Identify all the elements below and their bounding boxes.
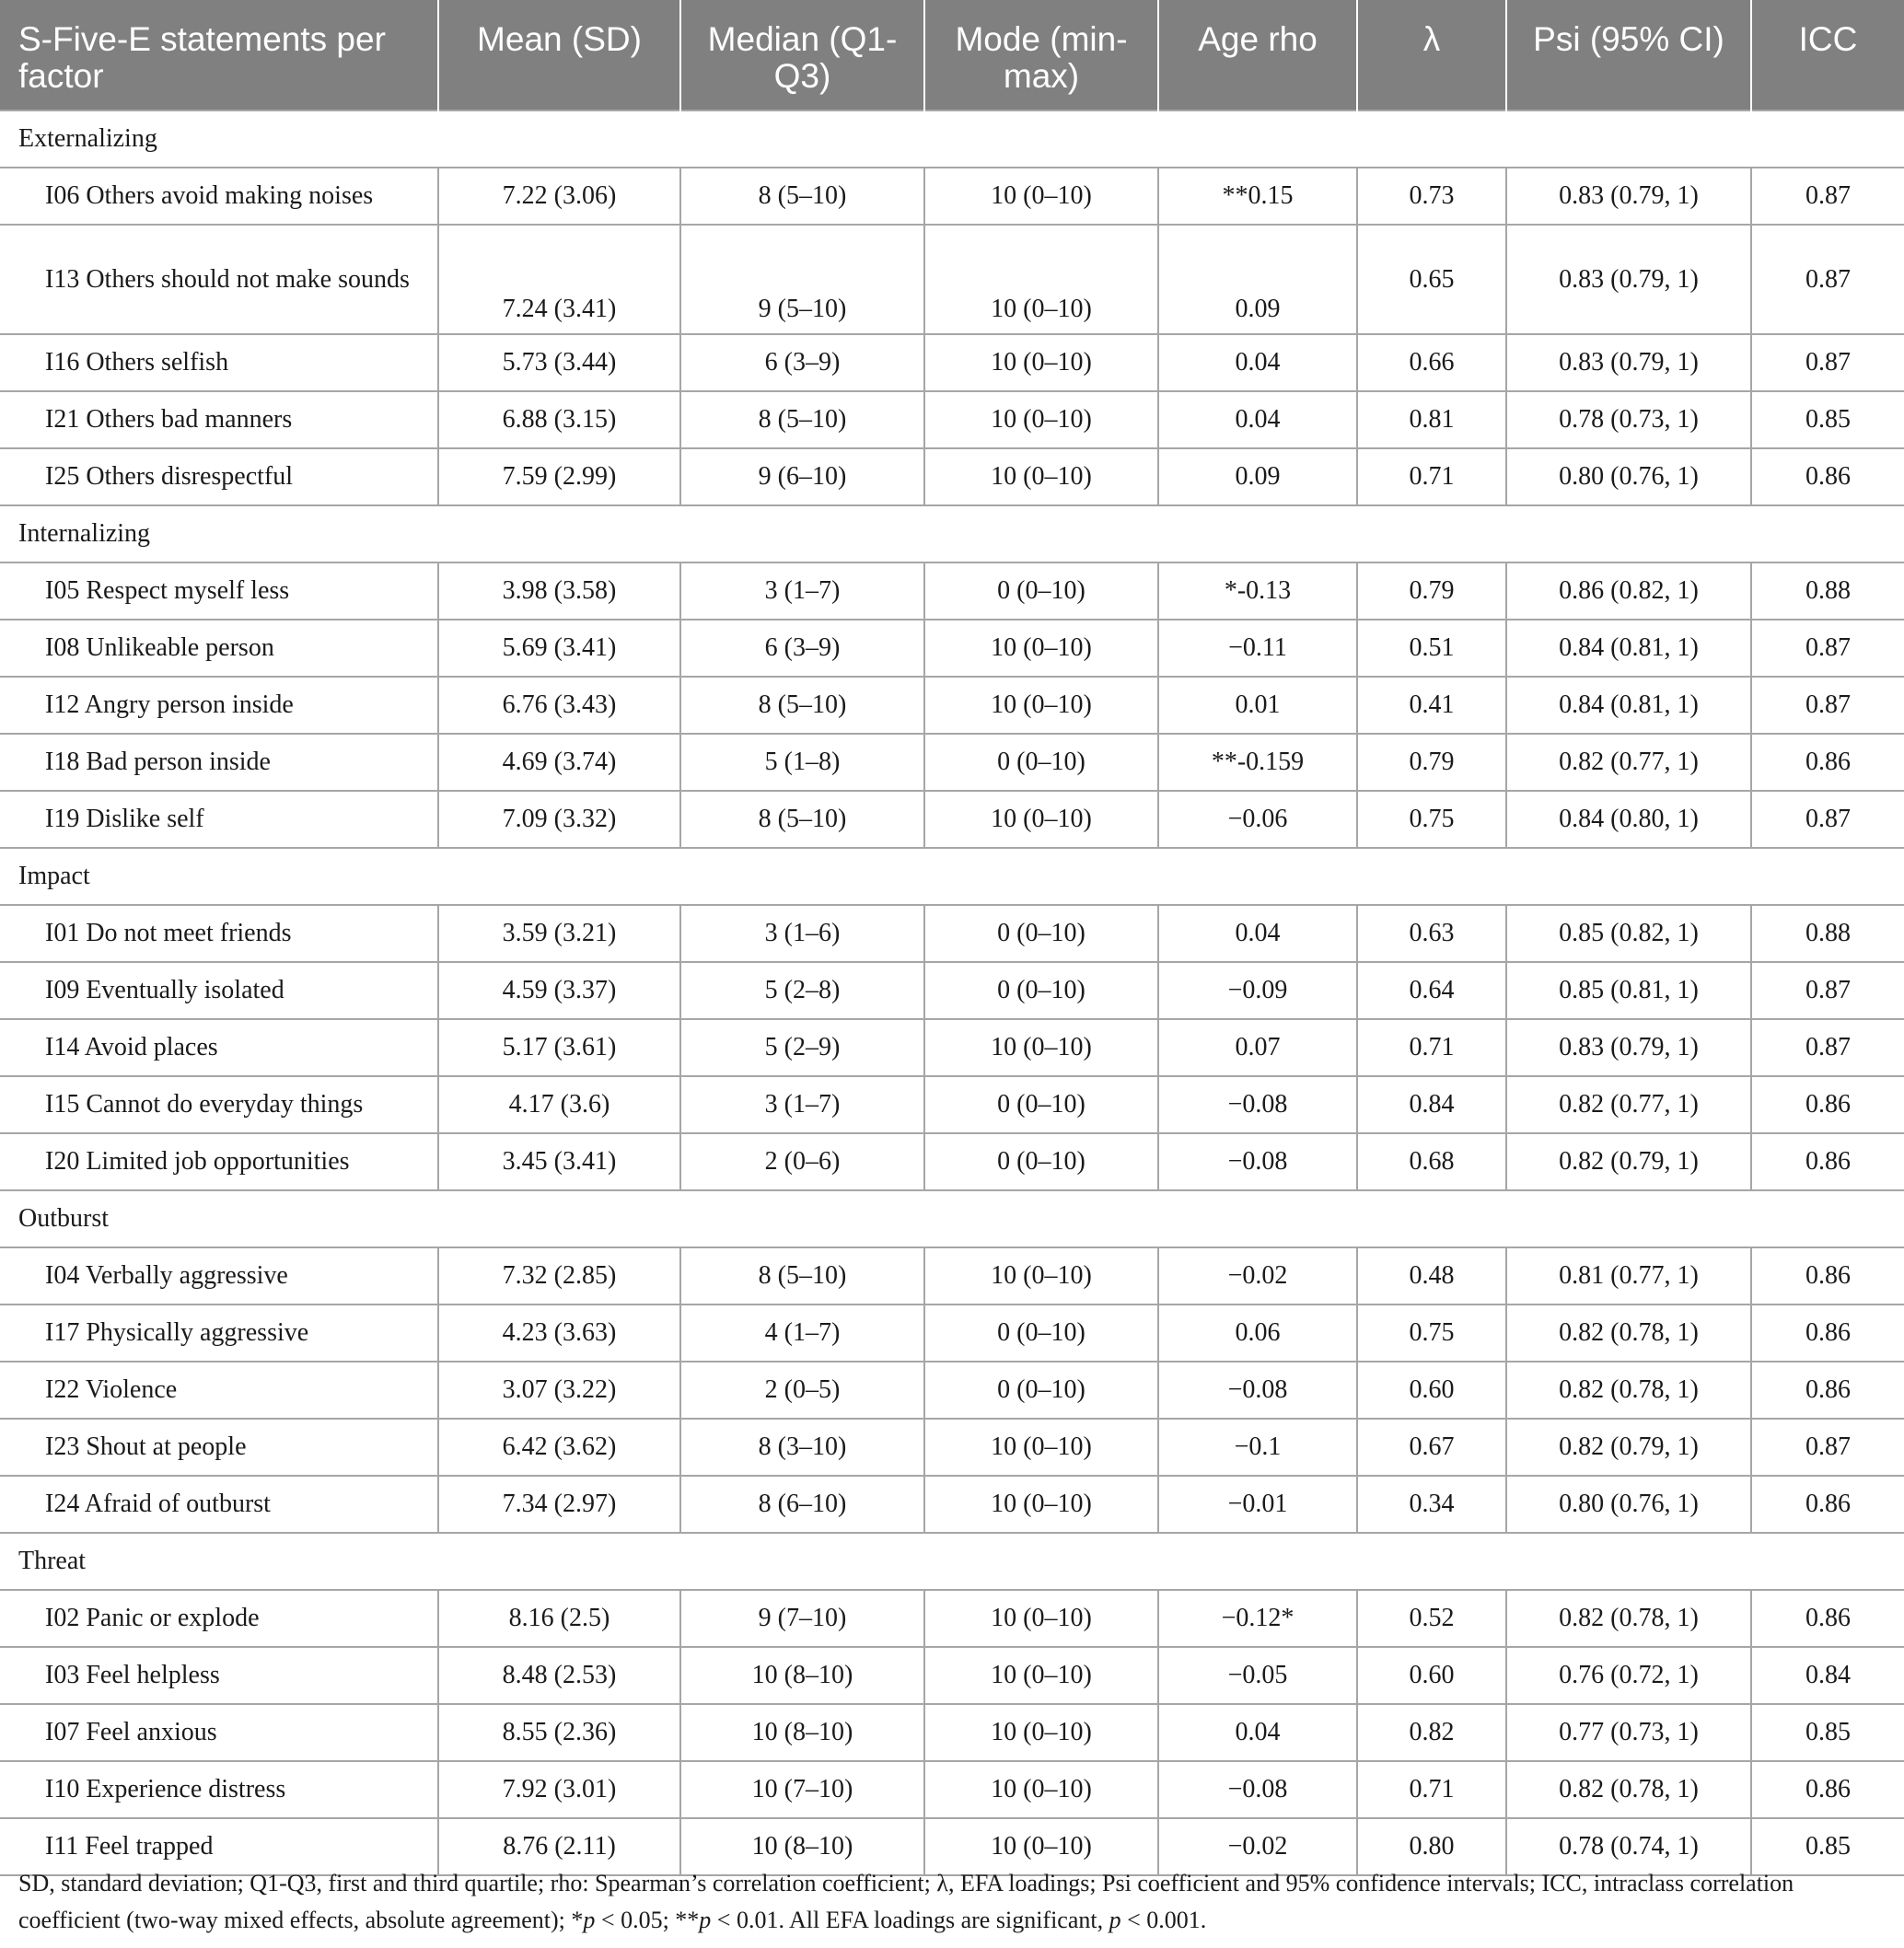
cell-psi: 0.82 (0.77, 1): [1506, 734, 1751, 791]
cell-psi: 0.84 (0.81, 1): [1506, 677, 1751, 734]
table-row: [0, 962, 1904, 1019]
cell-mode: 10 (0–10): [924, 334, 1158, 391]
cell-mode: 0 (0–10): [924, 734, 1158, 791]
cell-psi: 0.82 (0.77, 1): [1506, 1076, 1751, 1133]
cell-icc: 0.87: [1751, 962, 1904, 1019]
footnote-text: SD, standard deviation; Q1-Q3, first and third quartile; rho: Spearman’s correlation coefficient; λ, EFA loadings; Psi coefficient and 95% confidence intervals; ICC, intraclass correlation coefficient (two-way mixed effects, absolute agreement); *: [18, 1870, 1794, 1933]
table-row: [0, 1362, 1904, 1419]
cell-mean-sd: 5.73 (3.44): [438, 334, 680, 391]
cell-lambda: 0.60: [1357, 1362, 1506, 1419]
footnote-p: p: [1109, 1907, 1121, 1933]
footnote-p: p: [699, 1907, 712, 1933]
table-row: [0, 1590, 1904, 1647]
cell-psi: 0.83 (0.79, 1): [1506, 334, 1751, 391]
cell-mode: 0 (0–10): [924, 1133, 1158, 1190]
header-row: [0, 0, 1904, 110]
cell-mean-sd: 8.16 (2.5): [438, 1590, 680, 1647]
cell-mean-sd: 6.76 (3.43): [438, 677, 680, 734]
cell-statement: I04 Verbally aggressive: [0, 1247, 438, 1304]
cell-age-rho: 0.04: [1158, 1704, 1357, 1761]
cell-icc: 0.87: [1751, 620, 1904, 677]
cell-mode: 10 (0–10): [924, 1647, 1158, 1704]
cell-lambda: 0.66: [1357, 334, 1506, 391]
cell-lambda: 0.73: [1357, 168, 1506, 225]
cell-statement: I14 Avoid places: [0, 1019, 438, 1076]
cell-psi: 0.85 (0.82, 1): [1506, 905, 1751, 962]
table-row: [0, 734, 1904, 791]
factor-row: [0, 1190, 1904, 1247]
header-psi: Psi (95% CI): [1506, 0, 1751, 110]
factor-label: Externalizing: [0, 110, 1904, 168]
footnote-p: p: [583, 1907, 596, 1933]
cell-mean-sd: 3.07 (3.22): [438, 1362, 680, 1419]
cell-lambda: 0.80: [1357, 1818, 1506, 1875]
cell-median: 8 (6–10): [680, 1476, 924, 1533]
cell-mode: 0 (0–10): [924, 1362, 1158, 1419]
cell-mean-sd: 8.48 (2.53): [438, 1647, 680, 1704]
cell-psi: 0.83 (0.79, 1): [1506, 1019, 1751, 1076]
cell-lambda: 0.71: [1357, 448, 1506, 505]
cell-psi: 0.81 (0.77, 1): [1506, 1247, 1751, 1304]
cell-statement: I08 Unlikeable person: [0, 620, 438, 677]
cell-median: 6 (3–9): [680, 334, 924, 391]
cell-mean-sd: 3.59 (3.21): [438, 905, 680, 962]
cell-statement: I05 Respect myself less: [0, 562, 438, 620]
cell-lambda: 0.64: [1357, 962, 1506, 1019]
cell-psi: 0.83 (0.79, 1): [1506, 225, 1751, 334]
footnote-text: < 0.01. All EFA loadings are significant,: [711, 1907, 1109, 1933]
cell-age-rho: −0.08: [1158, 1076, 1357, 1133]
cell-age-rho: 0.04: [1158, 334, 1357, 391]
table-row: [0, 225, 1904, 334]
cell-statement: I15 Cannot do everyday things: [0, 1076, 438, 1133]
cell-age-rho: −0.1: [1158, 1419, 1357, 1476]
cell-mean-sd: 5.69 (3.41): [438, 620, 680, 677]
cell-psi: 0.82 (0.78, 1): [1506, 1304, 1751, 1362]
cell-psi: 0.82 (0.78, 1): [1506, 1590, 1751, 1647]
cell-median: 8 (5–10): [680, 168, 924, 225]
cell-mean-sd: 6.42 (3.62): [438, 1419, 680, 1476]
cell-median: 8 (5–10): [680, 677, 924, 734]
cell-mean-sd: 7.09 (3.32): [438, 791, 680, 848]
cell-median: 10 (8–10): [680, 1818, 924, 1875]
header-age-rho: Age rho: [1158, 0, 1357, 110]
cell-lambda: 0.71: [1357, 1761, 1506, 1818]
cell-statement: I22 Violence: [0, 1362, 438, 1419]
cell-mean-sd: 7.59 (2.99): [438, 448, 680, 505]
cell-median: 10 (8–10): [680, 1704, 924, 1761]
cell-psi: 0.82 (0.79, 1): [1506, 1419, 1751, 1476]
cell-mode: 10 (0–10): [924, 1590, 1158, 1647]
cell-icc: 0.86: [1751, 1304, 1904, 1362]
cell-statement: I10 Experience distress: [0, 1761, 438, 1818]
cell-lambda: 0.65: [1357, 225, 1506, 334]
cell-statement: I02 Panic or explode: [0, 1590, 438, 1647]
cell-age-rho: 0.01: [1158, 677, 1357, 734]
cell-icc: 0.86: [1751, 1133, 1904, 1190]
cell-mode: 10 (0–10): [924, 620, 1158, 677]
cell-mean-sd: 6.88 (3.15): [438, 391, 680, 448]
cell-age-rho: −0.08: [1158, 1761, 1357, 1818]
cell-age-rho: −0.09: [1158, 962, 1357, 1019]
cell-mode: 10 (0–10): [924, 448, 1158, 505]
cell-mean-sd: 3.98 (3.58): [438, 562, 680, 620]
table-row: [0, 1704, 1904, 1761]
cell-mean-sd: 3.45 (3.41): [438, 1133, 680, 1190]
cell-statement: I17 Physically aggressive: [0, 1304, 438, 1362]
cell-statement: I16 Others selfish: [0, 334, 438, 391]
cell-psi: 0.84 (0.81, 1): [1506, 620, 1751, 677]
cell-icc: 0.86: [1751, 734, 1904, 791]
cell-age-rho: −0.08: [1158, 1133, 1357, 1190]
cell-lambda: 0.82: [1357, 1704, 1506, 1761]
cell-lambda: 0.81: [1357, 391, 1506, 448]
cell-statement: I19 Dislike self: [0, 791, 438, 848]
cell-mode: 0 (0–10): [924, 962, 1158, 1019]
footnote-text: < 0.05; **: [595, 1907, 700, 1933]
cell-mode: 10 (0–10): [924, 1761, 1158, 1818]
cell-median: 2 (0–6): [680, 1133, 924, 1190]
cell-statement: I25 Others disrespectful: [0, 448, 438, 505]
table-row: [0, 334, 1904, 391]
cell-median: 8 (5–10): [680, 1247, 924, 1304]
cell-mode: 10 (0–10): [924, 1247, 1158, 1304]
cell-psi: 0.82 (0.78, 1): [1506, 1761, 1751, 1818]
header-mode: Mode (min-max): [924, 0, 1158, 110]
table-row: [0, 1019, 1904, 1076]
cell-mode: 10 (0–10): [924, 1019, 1158, 1076]
cell-mean-sd: 8.76 (2.11): [438, 1818, 680, 1875]
cell-median: 5 (1–8): [680, 734, 924, 791]
cell-icc: 0.86: [1751, 1076, 1904, 1133]
cell-mean-sd: 4.59 (3.37): [438, 962, 680, 1019]
cell-lambda: 0.63: [1357, 905, 1506, 962]
table-row: [0, 677, 1904, 734]
table-row: [0, 620, 1904, 677]
cell-psi: 0.78 (0.73, 1): [1506, 391, 1751, 448]
cell-statement: I07 Feel anxious: [0, 1704, 438, 1761]
cell-age-rho: *-0.13: [1158, 562, 1357, 620]
cell-icc: 0.84: [1751, 1647, 1904, 1704]
cell-psi: 0.85 (0.81, 1): [1506, 962, 1751, 1019]
cell-mean-sd: 8.55 (2.36): [438, 1704, 680, 1761]
factor-label: Outburst: [0, 1190, 1904, 1247]
table-row: [0, 1647, 1904, 1704]
cell-statement: I18 Bad person inside: [0, 734, 438, 791]
cell-psi: 0.82 (0.78, 1): [1506, 1362, 1751, 1419]
cell-median: 8 (5–10): [680, 391, 924, 448]
cell-icc: 0.86: [1751, 1362, 1904, 1419]
cell-icc: 0.87: [1751, 225, 1904, 334]
cell-age-rho: −0.02: [1158, 1818, 1357, 1875]
cell-lambda: 0.71: [1357, 1019, 1506, 1076]
cell-mode: 0 (0–10): [924, 905, 1158, 962]
cell-median: 8 (3–10): [680, 1419, 924, 1476]
header-statement: S-Five-E statements per factor: [0, 0, 438, 110]
cell-age-rho: −0.05: [1158, 1647, 1357, 1704]
cell-median: 10 (7–10): [680, 1761, 924, 1818]
cell-median: 8 (5–10): [680, 791, 924, 848]
cell-median: 3 (1–7): [680, 1076, 924, 1133]
cell-icc: 0.88: [1751, 905, 1904, 962]
cell-median: 3 (1–7): [680, 562, 924, 620]
cell-icc: 0.86: [1751, 1476, 1904, 1533]
table-footnote: [18, 1865, 1878, 1939]
cell-age-rho: 0.07: [1158, 1019, 1357, 1076]
factor-row: [0, 110, 1904, 168]
table-row: [0, 1076, 1904, 1133]
cell-icc: 0.86: [1751, 1590, 1904, 1647]
table-row: [0, 905, 1904, 962]
cell-mode: 10 (0–10): [924, 677, 1158, 734]
cell-mean-sd: 4.69 (3.74): [438, 734, 680, 791]
cell-mode: 10 (0–10): [924, 1704, 1158, 1761]
cell-mode: 10 (0–10): [924, 391, 1158, 448]
table-body: [0, 110, 1904, 1875]
cell-mode: 10 (0–10): [924, 1818, 1158, 1875]
cell-statement: I24 Afraid of outburst: [0, 1476, 438, 1533]
factor-row: [0, 848, 1904, 905]
cell-age-rho: **0.15: [1158, 168, 1357, 225]
cell-mode: 10 (0–10): [924, 791, 1158, 848]
cell-age-rho: −0.08: [1158, 1362, 1357, 1419]
cell-icc: 0.87: [1751, 1419, 1904, 1476]
factor-label: Internalizing: [0, 505, 1904, 562]
table-row: [0, 562, 1904, 620]
cell-statement: I13 Others should not make sounds: [0, 225, 438, 334]
cell-age-rho: 0.04: [1158, 391, 1357, 448]
cell-lambda: 0.84: [1357, 1076, 1506, 1133]
cell-median: 9 (6–10): [680, 448, 924, 505]
cell-lambda: 0.41: [1357, 677, 1506, 734]
cell-psi: 0.80 (0.76, 1): [1506, 448, 1751, 505]
cell-mode: 0 (0–10): [924, 1304, 1158, 1362]
cell-lambda: 0.51: [1357, 620, 1506, 677]
cell-mean-sd: 4.17 (3.6): [438, 1076, 680, 1133]
cell-mean-sd: 7.32 (2.85): [438, 1247, 680, 1304]
table-row: [0, 168, 1904, 225]
cell-mean-sd: 7.34 (2.97): [438, 1476, 680, 1533]
cell-age-rho: −0.02: [1158, 1247, 1357, 1304]
cell-icc: 0.87: [1751, 677, 1904, 734]
cell-icc: 0.86: [1751, 1247, 1904, 1304]
cell-icc: 0.87: [1751, 168, 1904, 225]
cell-lambda: 0.75: [1357, 1304, 1506, 1362]
cell-statement: I06 Others avoid making noises: [0, 168, 438, 225]
cell-median: 6 (3–9): [680, 620, 924, 677]
table-row: [0, 1419, 1904, 1476]
table-row: [0, 1247, 1904, 1304]
table-row: [0, 1761, 1904, 1818]
cell-mode: 10 (0–10): [924, 225, 1158, 334]
cell-age-rho: −0.12*: [1158, 1590, 1357, 1647]
cell-mode: 0 (0–10): [924, 1076, 1158, 1133]
cell-median: 5 (2–8): [680, 962, 924, 1019]
table-row: [0, 1133, 1904, 1190]
table-row: [0, 791, 1904, 848]
cell-mean-sd: 7.92 (3.01): [438, 1761, 680, 1818]
cell-lambda: 0.60: [1357, 1647, 1506, 1704]
cell-lambda: 0.67: [1357, 1419, 1506, 1476]
cell-lambda: 0.34: [1357, 1476, 1506, 1533]
cell-age-rho: −0.11: [1158, 620, 1357, 677]
cell-age-rho: −0.06: [1158, 791, 1357, 848]
cell-psi: 0.76 (0.72, 1): [1506, 1647, 1751, 1704]
table-row: [0, 1476, 1904, 1533]
cell-age-rho: 0.06: [1158, 1304, 1357, 1362]
factor-label: Impact: [0, 848, 1904, 905]
cell-icc: 0.86: [1751, 1761, 1904, 1818]
cell-mean-sd: 5.17 (3.61): [438, 1019, 680, 1076]
table-row: [0, 391, 1904, 448]
cell-lambda: 0.68: [1357, 1133, 1506, 1190]
cell-statement: I03 Feel helpless: [0, 1647, 438, 1704]
cell-mode: 10 (0–10): [924, 1419, 1158, 1476]
cell-median: 3 (1–6): [680, 905, 924, 962]
cell-icc: 0.88: [1751, 562, 1904, 620]
cell-lambda: 0.79: [1357, 562, 1506, 620]
cell-age-rho: 0.04: [1158, 905, 1357, 962]
cell-lambda: 0.52: [1357, 1590, 1506, 1647]
cell-age-rho: **-0.159: [1158, 734, 1357, 791]
cell-mean-sd: 7.22 (3.06): [438, 168, 680, 225]
cell-mean-sd: 7.24 (3.41): [438, 225, 680, 334]
cell-median: 4 (1–7): [680, 1304, 924, 1362]
cell-psi: 0.86 (0.82, 1): [1506, 562, 1751, 620]
cell-statement: I01 Do not meet friends: [0, 905, 438, 962]
cell-median: 10 (8–10): [680, 1647, 924, 1704]
cell-mode: 10 (0–10): [924, 168, 1158, 225]
cell-lambda: 0.48: [1357, 1247, 1506, 1304]
cell-age-rho: 0.09: [1158, 448, 1357, 505]
footnote-text: < 0.001.: [1120, 1907, 1207, 1933]
cell-lambda: 0.75: [1357, 791, 1506, 848]
cell-psi: 0.77 (0.73, 1): [1506, 1704, 1751, 1761]
cell-age-rho: −0.01: [1158, 1476, 1357, 1533]
factor-label: Threat: [0, 1533, 1904, 1590]
cell-median: 9 (7–10): [680, 1590, 924, 1647]
cell-age-rho: 0.09: [1158, 225, 1357, 334]
factor-row: [0, 505, 1904, 562]
cell-psi: 0.78 (0.74, 1): [1506, 1818, 1751, 1875]
cell-psi: 0.83 (0.79, 1): [1506, 168, 1751, 225]
cell-psi: 0.82 (0.79, 1): [1506, 1133, 1751, 1190]
table-row: [0, 1304, 1904, 1362]
cell-mean-sd: 4.23 (3.63): [438, 1304, 680, 1362]
cell-statement: I21 Others bad manners: [0, 391, 438, 448]
header-mean-sd: Mean (SD): [438, 0, 680, 110]
table-row: [0, 448, 1904, 505]
header-icc: ICC: [1751, 0, 1904, 110]
cell-icc: 0.87: [1751, 791, 1904, 848]
cell-mode: 10 (0–10): [924, 1476, 1158, 1533]
header-median: Median (Q1-Q3): [680, 0, 924, 110]
cell-icc: 0.85: [1751, 1704, 1904, 1761]
cell-median: 9 (5–10): [680, 225, 924, 334]
cell-median: 5 (2–9): [680, 1019, 924, 1076]
cell-psi: 0.84 (0.80, 1): [1506, 791, 1751, 848]
cell-icc: 0.87: [1751, 1019, 1904, 1076]
cell-icc: 0.85: [1751, 391, 1904, 448]
cell-statement: I20 Limited job opportunities: [0, 1133, 438, 1190]
cell-icc: 0.87: [1751, 334, 1904, 391]
cell-statement: I09 Eventually isolated: [0, 962, 438, 1019]
cell-lambda: 0.79: [1357, 734, 1506, 791]
cell-icc: 0.86: [1751, 448, 1904, 505]
cell-psi: 0.80 (0.76, 1): [1506, 1476, 1751, 1533]
cell-statement: I12 Angry person inside: [0, 677, 438, 734]
cell-statement: I11 Feel trapped: [0, 1818, 438, 1875]
cell-median: 2 (0–5): [680, 1362, 924, 1419]
cell-icc: 0.85: [1751, 1818, 1904, 1875]
cell-statement: I23 Shout at people: [0, 1419, 438, 1476]
cell-mode: 0 (0–10): [924, 562, 1158, 620]
header-lambda: λ: [1357, 0, 1506, 110]
factor-row: [0, 1533, 1904, 1590]
